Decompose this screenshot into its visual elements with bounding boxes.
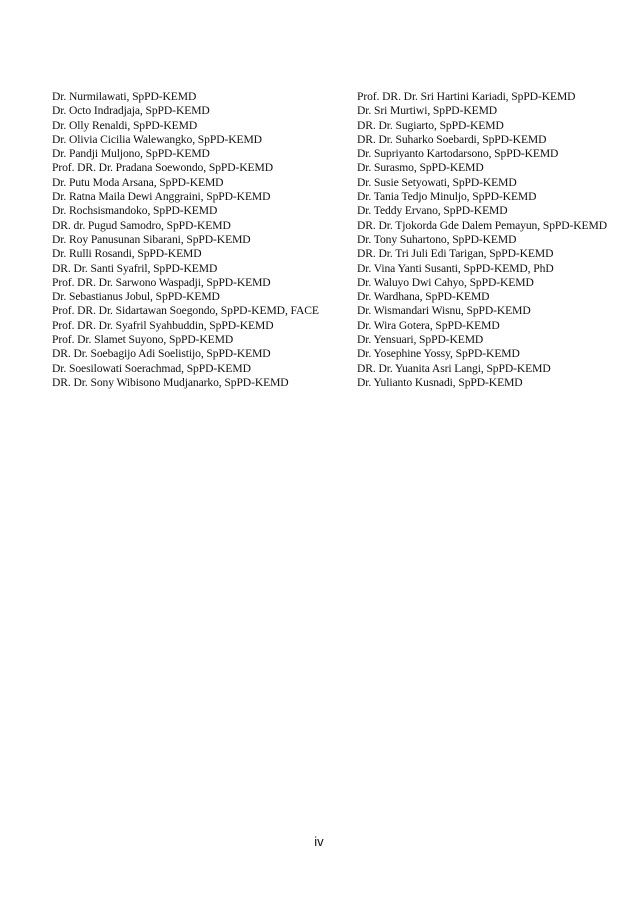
name-entry: DR. Dr. Yuanita Asri Langi, SpPD-KEMD <box>357 361 551 375</box>
name-entry: Dr. Nurmilawati, SpPD-KEMD <box>52 90 197 103</box>
name-entry: Prof. DR. Dr. Syafril Syahbuddin, SpPD-KEMD <box>52 318 274 332</box>
name-entry: DR. dr. Pugud Samodro, SpPD-KEMD <box>52 218 231 232</box>
page-number: iv <box>314 834 324 849</box>
name-entry: DR. Dr. Santi Syafril, SpPD-KEMD <box>52 261 218 275</box>
name-entry: Dr. Pandji Muljono, SpPD-KEMD <box>52 147 210 161</box>
name-entry: Dr. Teddy Ervano, SpPD-KEMD <box>357 204 508 218</box>
name-entry: DR. Dr. Tri Juli Edi Tarigan, SpPD-KEMD <box>357 247 554 261</box>
name-entry: Prof. DR. Dr. Sarwono Waspadji, SpPD-KEMD <box>52 275 271 289</box>
name-entry: Prof. DR. Dr. Sri Hartini Kariadi, SpPD-KEMD <box>357 90 576 103</box>
name-entry: DR. Dr. Sony Wibisono Mudjanarko, SpPD-KEMD <box>52 375 289 389</box>
name-entry: Dr. Susie Setyowati, SpPD-KEMD <box>357 175 517 189</box>
name-entry: Dr. Sebastianus Jobul, SpPD-KEMD <box>52 290 220 304</box>
name-entry: Dr. Sri Murtiwi, SpPD-KEMD <box>357 104 498 118</box>
name-entry: Dr. Tania Tedjo Minuljo, SpPD-KEMD <box>357 190 537 204</box>
name-entry: DR. Dr. Tjokorda Gde Dalem Pemayun, SpPD-KEMD <box>357 218 608 232</box>
name-entry: Prof. Dr. Slamet Suyono, SpPD-KEMD <box>52 333 234 347</box>
name-entry: Dr. Surasmo, SpPD-KEMD <box>357 161 484 175</box>
name-entry: Dr. Tony Suhartono, SpPD-KEMD <box>357 232 517 246</box>
name-entry: Dr. Yensuari, SpPD-KEMD <box>357 333 484 347</box>
name-entry: Dr. Wardhana, SpPD-KEMD <box>357 290 490 304</box>
name-entry: Dr. Yulianto Kusnadi, SpPD-KEMD <box>357 375 523 389</box>
name-entry: Prof. DR. Dr. Sidartawan Soegondo, SpPD-KEMD, FACE <box>52 304 319 318</box>
right-name-column <box>357 90 608 390</box>
name-entry: Dr. Wira Gotera, SpPD-KEMD <box>357 318 500 332</box>
name-entry: Dr. Olivia Cicilia Walewangko, SpPD-KEMD <box>52 132 262 146</box>
name-entry: Dr. Supriyanto Kartodarsono, SpPD-KEMD <box>357 147 559 161</box>
name-entry: DR. Dr. Suharko Soebardi, SpPD-KEMD <box>357 132 547 146</box>
name-entry: Dr. Roy Panusunan Sibarani, SpPD-KEMD <box>52 232 251 246</box>
name-entry: Dr. Yosephine Yossy, SpPD-KEMD <box>357 347 520 361</box>
name-entry: Dr. Vina Yanti Susanti, SpPD-KEMD, PhD <box>357 261 554 275</box>
name-entry: Dr. Ratna Maila Dewi Anggraini, SpPD-KEMD <box>52 190 271 204</box>
name-entry: Dr. Olly Renaldi, SpPD-KEMD <box>52 118 198 132</box>
name-entry: Dr. Rulli Rosandi, SpPD-KEMD <box>52 247 202 261</box>
name-entry: Dr. Waluyo Dwi Cahyo, SpPD-KEMD <box>357 275 534 289</box>
name-entry: Dr. Rochsismandoko, SpPD-KEMD <box>52 204 218 218</box>
name-entry: DR. Dr. Sugiarto, SpPD-KEMD <box>357 118 504 132</box>
name-entry: Dr. Putu Moda Arsana, SpPD-KEMD <box>52 175 224 189</box>
name-entry: Dr. Octo Indradjaja, SpPD-KEMD <box>52 104 210 118</box>
name-entry: Dr. Soesilowati Soerachmad, SpPD-KEMD <box>52 361 251 375</box>
name-entry: DR. Dr. Soebagijo Adi Soelistijo, SpPD-KEMD <box>52 347 271 361</box>
name-entry: Prof. DR. Dr. Pradana Soewondo, SpPD-KEMD <box>52 161 274 175</box>
name-entry: Dr. Wismandari Wisnu, SpPD-KEMD <box>357 304 531 318</box>
left-name-column <box>52 90 342 390</box>
